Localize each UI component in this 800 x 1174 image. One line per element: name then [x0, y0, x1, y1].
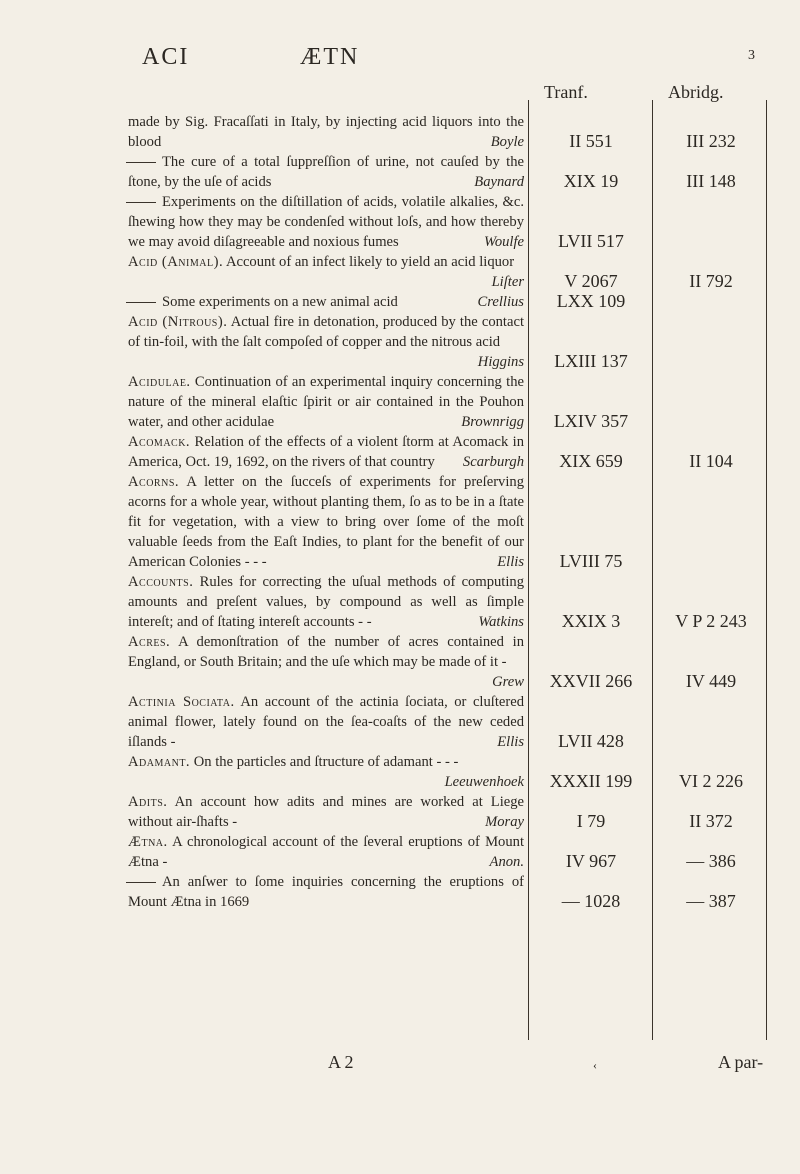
entry-author: Baynard — [474, 174, 524, 190]
tranf-reference: LVIII 75 — [559, 551, 623, 571]
tranf-reference: LXX 109 — [556, 291, 626, 311]
abridg-reference: II 372 — [689, 811, 733, 831]
ditto-dash — [126, 162, 156, 163]
entry-description: On the particles and ſtructure of adamant - - - — [193, 754, 459, 770]
index-entry — [0, 252, 800, 292]
abridg-reference: V P 2 243 — [675, 611, 747, 631]
entry-author: Moray — [485, 814, 524, 830]
entry-description: An account of the actinia ſociata, or cluſtered animal flower, lately found on the ſea-coaſts of the new ceded iſlands - — [128, 694, 525, 750]
tranf-reference: LVII 428 — [558, 731, 624, 751]
entry-text — [128, 312, 524, 372]
entry-author: Scarburgh — [462, 454, 524, 470]
entry-author: Woulfe — [484, 234, 524, 250]
index-entry — [0, 872, 800, 912]
index-entry — [0, 572, 800, 632]
entry-text — [128, 792, 524, 832]
entry-text — [128, 252, 524, 292]
column-heading-tranf: Tranf. — [544, 82, 588, 102]
entry-description: Continuation of an experimental inquiry concerning the nature of the mineral elaſtic ſpirit or air contained in the Pouhon water, and other acidulae — [128, 374, 524, 430]
entry-description: Rules for correcting the uſual methods of computing amounts and preſent values, by compound as well as ſimple intereſt; and of ſtating intereſt accounts - - — [128, 574, 524, 630]
entry-text — [128, 192, 524, 252]
entry-text — [128, 572, 524, 632]
entry-author: Liſter — [491, 274, 524, 290]
index-entry — [0, 632, 800, 692]
entry-head: Actinia Sociata. — [128, 694, 235, 710]
index-entry — [0, 152, 800, 192]
entry-author: Ellis — [497, 554, 524, 570]
index-entry — [0, 292, 800, 312]
tranf-reference: I 79 — [576, 811, 606, 831]
entry-head: Acomack. — [128, 434, 191, 450]
index-entry — [0, 692, 800, 752]
entry-description: Account of an infect likely to yield an acid liquor — [225, 254, 515, 270]
entry-description: Experiments on the diſtillation of acids, volatile alkalies, &c. ſhewing how they may be condenſed without loſs, and how thereby we may avoid diſagreeable and noxious fumes — [128, 194, 524, 250]
abridg-reference: IV 449 — [685, 671, 737, 691]
entry-author: Brownrigg — [461, 414, 524, 430]
entry-text — [128, 692, 524, 752]
tranf-reference: LVII 517 — [558, 231, 624, 251]
tranf-reference: II 551 — [569, 131, 613, 151]
abridg-reference: VI 2 226 — [679, 771, 743, 791]
abridg-reference: II 792 — [689, 271, 733, 291]
entry-head: Acidulae. — [128, 374, 191, 390]
entry-text — [128, 152, 524, 192]
index-entries — [0, 112, 800, 912]
entry-author: Watkins — [478, 614, 524, 630]
tranf-reference: XIX 659 — [559, 451, 623, 471]
entry-description: An anſwer to ſome inquiries concerning the eruptions of Mount Ætna in 1669 — [128, 874, 524, 910]
tranf-reference: XIX 19 — [563, 171, 619, 191]
entry-head: Acid (Nitrous). — [128, 314, 228, 330]
index-entry — [0, 832, 800, 872]
entry-text — [128, 472, 524, 572]
index-entry — [0, 372, 800, 432]
page-number: 3 — [748, 48, 757, 63]
entry-description: The cure of a total ſuppreſſion of urine, not cauſed by the ſtone, by the uſe of acids — [128, 154, 524, 190]
index-entry — [0, 192, 800, 252]
entry-text — [128, 832, 524, 872]
entry-author: Anon. — [489, 854, 524, 870]
tranf-reference: XXIX 3 — [561, 611, 621, 631]
entry-head: Adamant. — [128, 754, 191, 770]
entry-text — [128, 372, 524, 432]
entry-description: A chronological account of the ſeveral eruptions of Mount Ætna - — [128, 834, 524, 870]
index-entry — [0, 472, 800, 572]
abridg-reference: — 386 — [686, 851, 736, 871]
entry-text — [128, 112, 524, 152]
abridg-reference: II 104 — [689, 451, 733, 471]
tranf-reference: LXIII 137 — [554, 351, 628, 371]
entry-text — [128, 432, 524, 472]
entry-text — [128, 872, 524, 912]
tranf-reference: — 1028 — [561, 891, 621, 911]
ditto-dash — [126, 202, 156, 203]
entry-head: Accounts. — [128, 574, 194, 590]
entry-author: Crellius — [477, 294, 524, 310]
tranf-reference: XXVII 266 — [549, 671, 633, 691]
entry-author: Leeuwenhoek — [444, 774, 524, 790]
abridg-reference: III 232 — [686, 131, 736, 151]
entry-text — [128, 752, 524, 792]
abridg-reference: — 387 — [686, 891, 736, 911]
entry-head: Acid (Animal). — [128, 254, 224, 270]
entry-description: Some experiments on a new animal acid — [162, 294, 398, 310]
entry-author: Boyle — [490, 134, 524, 150]
footer-mark: ‹ — [593, 1058, 597, 1072]
entry-head: Acorns. — [128, 474, 180, 490]
entry-description: Relation of the effects of a violent ſtorm at Acomack in America, Oct. 19, 1692, on the rivers of that country — [128, 434, 524, 470]
entry-author: Higgins — [477, 354, 524, 370]
column-heading-abridg: Abridg. — [668, 82, 724, 102]
running-header — [0, 44, 800, 74]
ditto-dash — [126, 882, 156, 883]
entry-text — [128, 292, 524, 312]
entry-description: A demonſtration of the number of acres contained in England, or South Britain; and the uſe which may be made of it - — [128, 634, 524, 670]
tranf-reference: V 2067 — [564, 271, 618, 291]
entry-head: Ætna. — [128, 834, 168, 850]
entry-description: made by Sig. Fracaſſati in Italy, by injecting acid liquors into the blood — [128, 114, 524, 150]
index-entry — [0, 112, 800, 152]
entry-description: Actual fire in detonation, produced by the contact of tin-foil, with the ſalt compoſed of copper and the nitrous acid — [128, 314, 524, 350]
catchword: A par- — [718, 1052, 764, 1072]
index-entry — [0, 312, 800, 372]
ditto-dash — [126, 302, 156, 303]
entry-author: Ellis — [497, 734, 524, 750]
signature-mark: A 2 — [328, 1052, 354, 1072]
entry-description: A letter on the ſucceſs of experiments for preſerving acorns for a whole year, without planting them, ſo as to be in a ſtate fit for vegetation, with a view to bring over ſome of the moſt valuable ſeeds from the Eaſt Indies, to plant for the benefit of our American Colonies - - - — [128, 474, 524, 570]
entry-text — [128, 632, 524, 692]
header-center: ÆTN — [300, 44, 360, 70]
entry-head: Acres. — [128, 634, 171, 650]
tranf-reference: XXXII 199 — [549, 771, 633, 791]
tranf-reference: IV 967 — [565, 851, 617, 871]
entry-head: Adits. — [128, 794, 168, 810]
entry-description: An account how adits and mines are worked at Liege without air-ſhafts - — [128, 794, 524, 830]
tranf-reference: LXIV 357 — [553, 411, 629, 431]
abridg-reference: III 148 — [686, 171, 736, 191]
index-entry — [0, 432, 800, 472]
index-entry — [0, 792, 800, 832]
header-left: ACI — [142, 44, 190, 70]
entry-author: Grew — [492, 674, 524, 690]
index-entry — [0, 752, 800, 792]
